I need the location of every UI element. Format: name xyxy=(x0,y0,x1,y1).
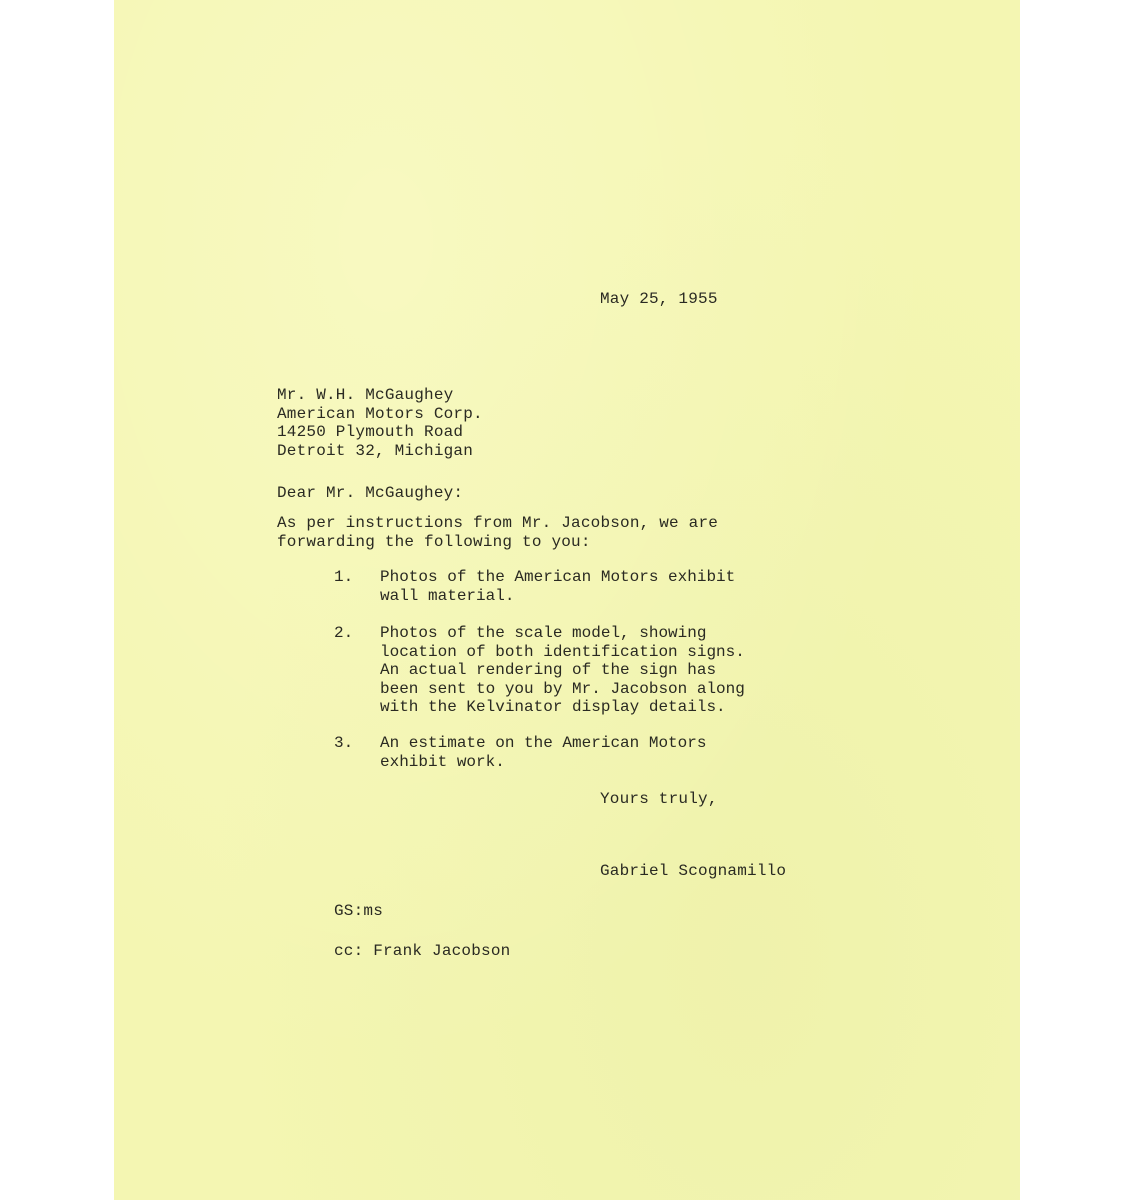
intro-paragraph: As per instructions from Mr. Jacobson, we are forwarding the following to you: xyxy=(277,514,719,551)
list-item-text: Photos of the scale model, showing location of both identification signs. An actual rendering of the sign has been sent to you by Mr. Jacobson along with the Kelvinator display details. xyxy=(380,624,745,716)
typist-initials: GS:ms xyxy=(334,902,384,920)
list-item-number: 2. xyxy=(334,624,354,642)
list-item-number: 1. xyxy=(334,568,354,586)
list-item-text: Photos of the American Motors exhibit wall material. xyxy=(380,568,736,605)
letter-page xyxy=(114,0,1020,1200)
recipient-street: 14250 Plymouth Road xyxy=(277,423,464,441)
list-item-number: 3. xyxy=(334,734,354,752)
closing: Yours truly, xyxy=(600,790,718,808)
recipient-name: Mr. W.H. McGaughey xyxy=(277,386,454,404)
recipient-address xyxy=(277,386,483,460)
cc-line: cc: Frank Jacobson xyxy=(334,942,511,960)
list-item-text: An estimate on the American Motors exhibit work. xyxy=(380,734,707,771)
letter-date: May 25, 1955 xyxy=(600,290,718,308)
recipient-city: Detroit 32, Michigan xyxy=(277,441,474,460)
signer-name: Gabriel Scognamillo xyxy=(600,862,787,880)
salutation: Dear Mr. McGaughey: xyxy=(277,484,464,502)
recipient-company: American Motors Corp. xyxy=(277,404,483,423)
